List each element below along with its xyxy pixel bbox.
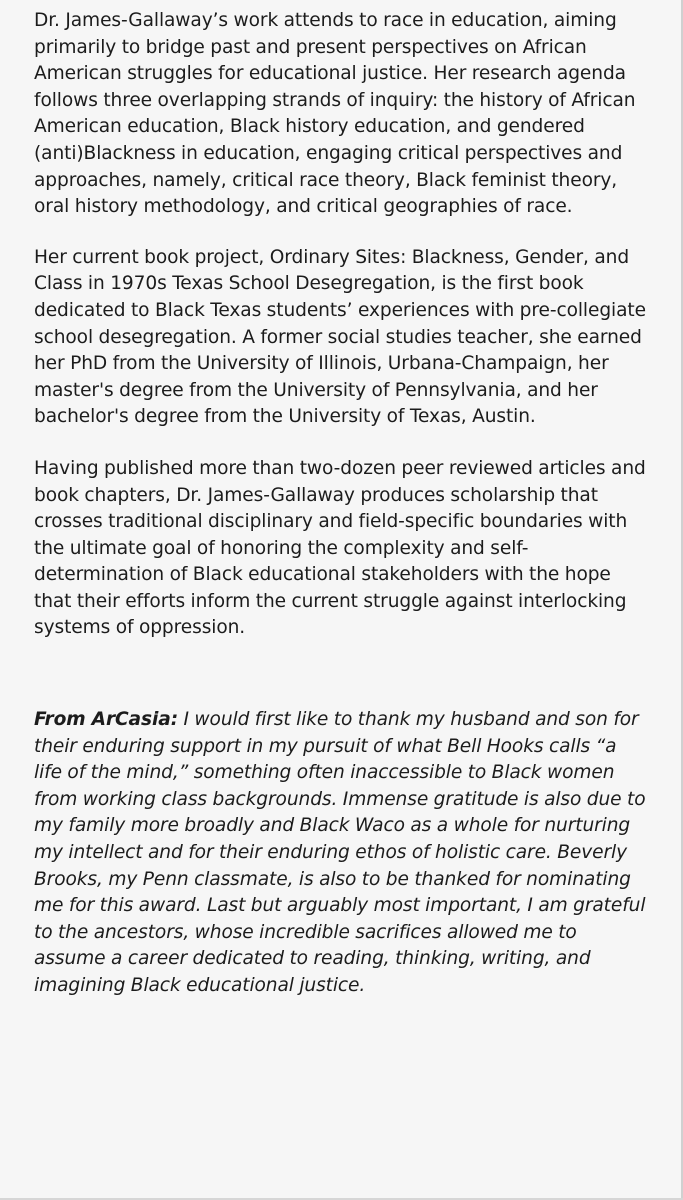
statement-label: From ArCasia: (34, 709, 179, 731)
bio-paragraph-1: Dr. James-Gallaway’s work attends to race in education, aiming primarily to bridge past and present perspectives on African American struggles for educational justice. Her research agenda follows three overlapping strands of inquiry: the history of African American education, Black history education, and gendered (anti)Blackness in education, engaging critical perspectives and approaches, namely, critical race theory, Black feminist theory, oral history methodology, and critical geographies of race. (34, 10, 636, 218)
bio-paragraph-2: Her current book project, Ordinary Sites: Blackness, Gender, and Class in 1970s Texas School Desegregation, is the first book dedicated to Black Texas students’ experiences with pre-collegiate school desegregation. A former social studies teacher, she earned her PhD from the University of Illinois, Urbana-Champaign, her master's degree from the University of Pennsylvania, and her bachelor's degree from the University of Texas, Austin. (34, 246, 646, 428)
bio-paragraph-3: Having published more than two-dozen peer reviewed articles and book chapters, Dr. James-Gallaway produces scholarship that crosses traditional disciplinary and field-specific boundaries with the ultimate goal of honoring the complexity and self-determination of Black educational stakeholders with the hope that their efforts inform the current struggle against interlocking systems of oppression. (34, 457, 646, 639)
statement-paragraph (34, 707, 647, 1000)
statement-text: I would first like to thank my husband and son for their enduring support in my pursuit of what Bell Hooks calls “a life of the mind,” something often inaccessible to Black women from working class backgrounds. Immense gratitude is also due to my family more broadly and Black Waco as a whole for nurturing my intellect and for their enduring ethos of holistic care. Beverly Brooks, my Penn classmate, is also to be thanked for nominating me for this award. Last but arguably most important, I am grateful to the ancestors, whose incredible sacrifices allowed me to assume a career dedicated to reading, thinking, writing, and imagining Black educational justice. (34, 709, 646, 996)
